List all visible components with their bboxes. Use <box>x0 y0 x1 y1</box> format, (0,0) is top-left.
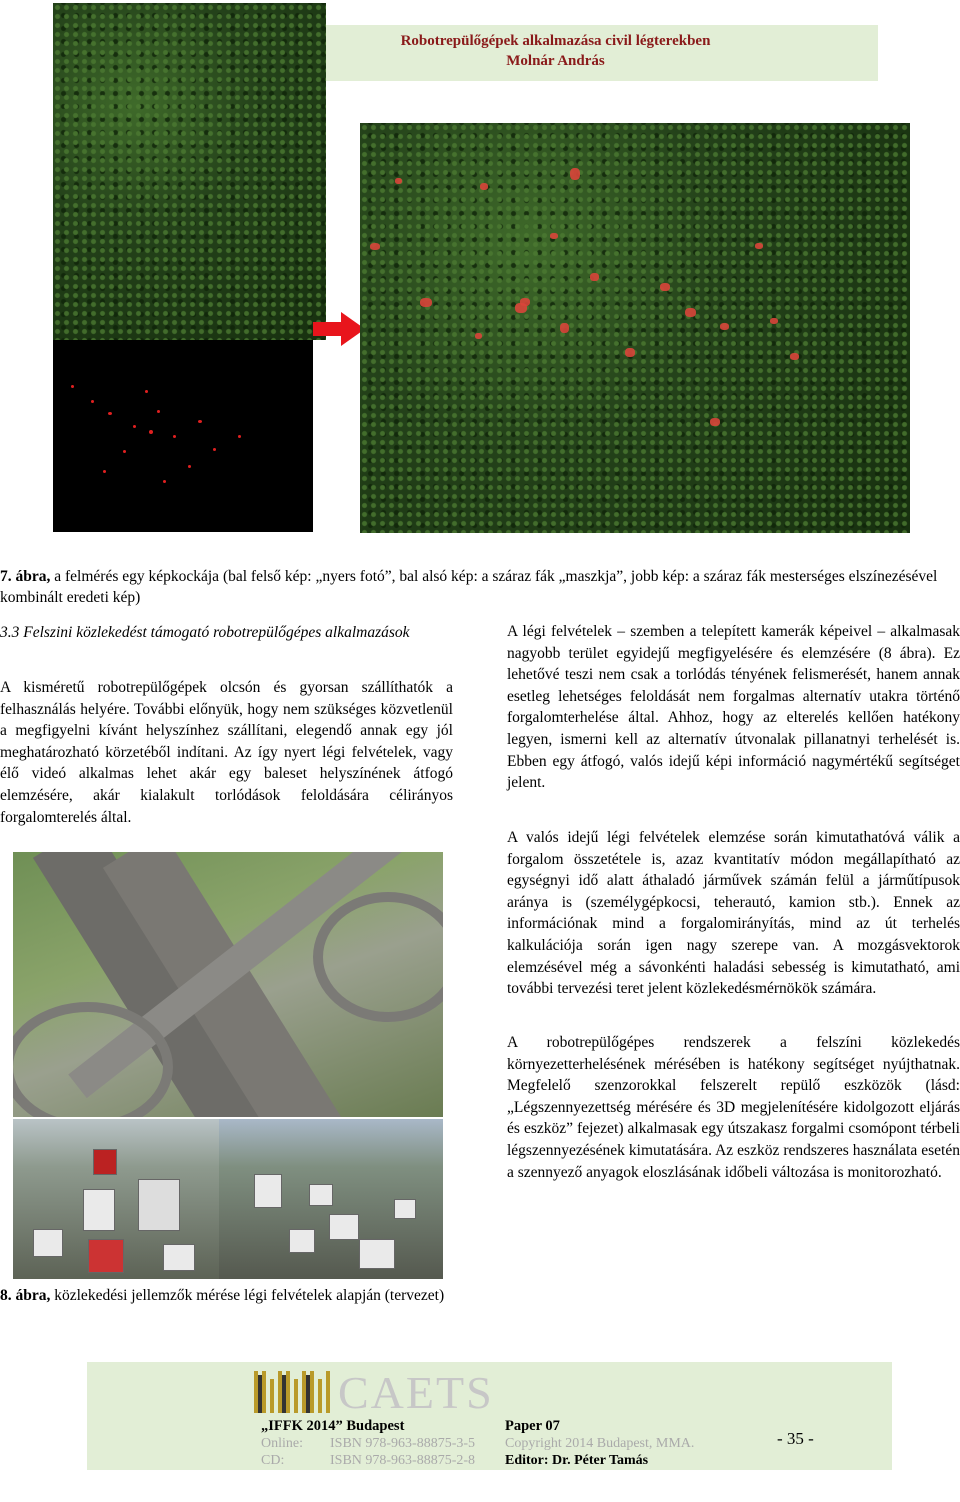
raw-photo-forest <box>53 3 326 340</box>
combined-colored-photo <box>360 123 910 533</box>
figure8-caption-text: közlekedési jellemzők mérése légi felvételek alapján (tervezet) <box>50 1287 445 1304</box>
footer-copyright: Copyright 2014 Budapest, MMA. <box>505 1436 695 1451</box>
figure8-caption <box>0 1285 453 1306</box>
running-author: Molnár András <box>506 53 605 69</box>
left-paragraph: A kisméretű robotrepülőgépek olcsón és gyorsan szállíthatók a felhasználás helyére. További előnyük, hogy nem szükséges közvetlenül a megfigyelni kívánt helyszínhez szállítani, elegendő annak egy jól meghatározható körzetéből indítani. Az így nyert légi felvételek, vagy élő videó alkalmas lehet akár egy baleset helyszínének átfogó elemzésére, akár kialakult torlódások feloldására célirányos forgalomterelés által. <box>0 679 453 826</box>
right-paragraph-1: A légi felvételek – szemben a telepített kamerák képeivel – alkalmasak nagyobb terület egyidejű megfigyelésére és elemzésére (8 ábra). Ez lehetővé teszi nem csak a torlódás tényének felismerését, hanem annak esetleg lehetséges feloldását nem forgalmas alternatív utakra történő forgalomterhelése által. Ahhoz, hogy az elterelés kellően hatékony legyen, ismerni kell az alternatív útvonalak pillanatnyi terhelését is. Ebben egy átfogó, valós idejű képi információ nagymértékű segítséget jelent. <box>507 623 960 792</box>
congested-road-photo-right <box>219 1119 443 1279</box>
footer-conference: „IFFK 2014” Budapest <box>261 1418 405 1434</box>
right-paragraph-2: A valós idejű légi felvételek elemzése során kimutathatóvá válik a forgalom összetétele is, azaz kvantitatív módon megállapítható az egységnyi idő alatt áthaladó járművek számán felül a járműtípusok aránya is (személygépkocsi, teherautó, kamion stb.). Ennek az információnak mind a forgalomirányítás, mind az út terhelés kalkulációja során igen nagy szerepe van. A mozgásvektorok elemzésével még a sávonkénti haladási sebesség is kimutatható, ami további tervezési teret jelent közlekedésmérnökök számára. <box>507 829 960 998</box>
right-paragraph-3: A robotrepülőgépes rendszerek a felszíni közlekedés környezetterhelésének mérésében is hatékony segítséget nyújthatnak. Megfelelő szenzorokkal felszerelt repülő eszközök (lásd: „Légszennyezettség mérésére és 3D megjelenítésére kidolgozott eljárás és eszköz” fejezet) alkalmasak egy útszakasz forgalmi csomópont térbeli légszennyezésének kimutatására. Az eszköz rendszeres használata esetén a szennyező anyagok eloszlásának időbeli változása is monitorozható. <box>507 1034 960 1181</box>
section-title: 3.3 Felszini közlekedést támogató robotrepülőgépes alkalmazások <box>0 624 410 641</box>
caets-logo-text: CAETS <box>338 1367 494 1418</box>
mma-logo-icon <box>252 1365 337 1417</box>
congested-road-photo-left <box>13 1119 219 1279</box>
page-number: - 35 - <box>777 1429 814 1448</box>
figure8-caption-label: 8. ábra, <box>0 1287 51 1304</box>
footer-paper: Paper 07 <box>505 1418 560 1434</box>
footer-cd-label: CD: <box>261 1453 285 1468</box>
footer-online-label: Online: <box>261 1436 303 1451</box>
figure7-caption-text: a felmérés egy képkockája (bal felső kép: „nyers fotó”, bal alsó kép: a száraz fák „maszkja”, jobb kép: a száraz fák mesterséges elszínezésével kombinált eredeti kép) <box>0 568 938 606</box>
footer-online-isbn: ISBN 978-963-88875-3-5 <box>330 1436 476 1451</box>
running-title: Robotrepülőgépek alkalmazása civil légterekben <box>400 33 711 49</box>
footer-editor: Editor: Dr. Péter Tamás <box>505 1453 649 1468</box>
footer-cd-isbn: ISBN 978-963-88875-2-8 <box>330 1453 476 1468</box>
figure7-caption-label: 7. ábra, <box>0 568 51 585</box>
arrow-right-icon <box>313 322 343 336</box>
dry-trees-mask <box>53 340 313 532</box>
figure7-caption <box>0 566 960 608</box>
highway-interchange-photo <box>13 852 443 1117</box>
